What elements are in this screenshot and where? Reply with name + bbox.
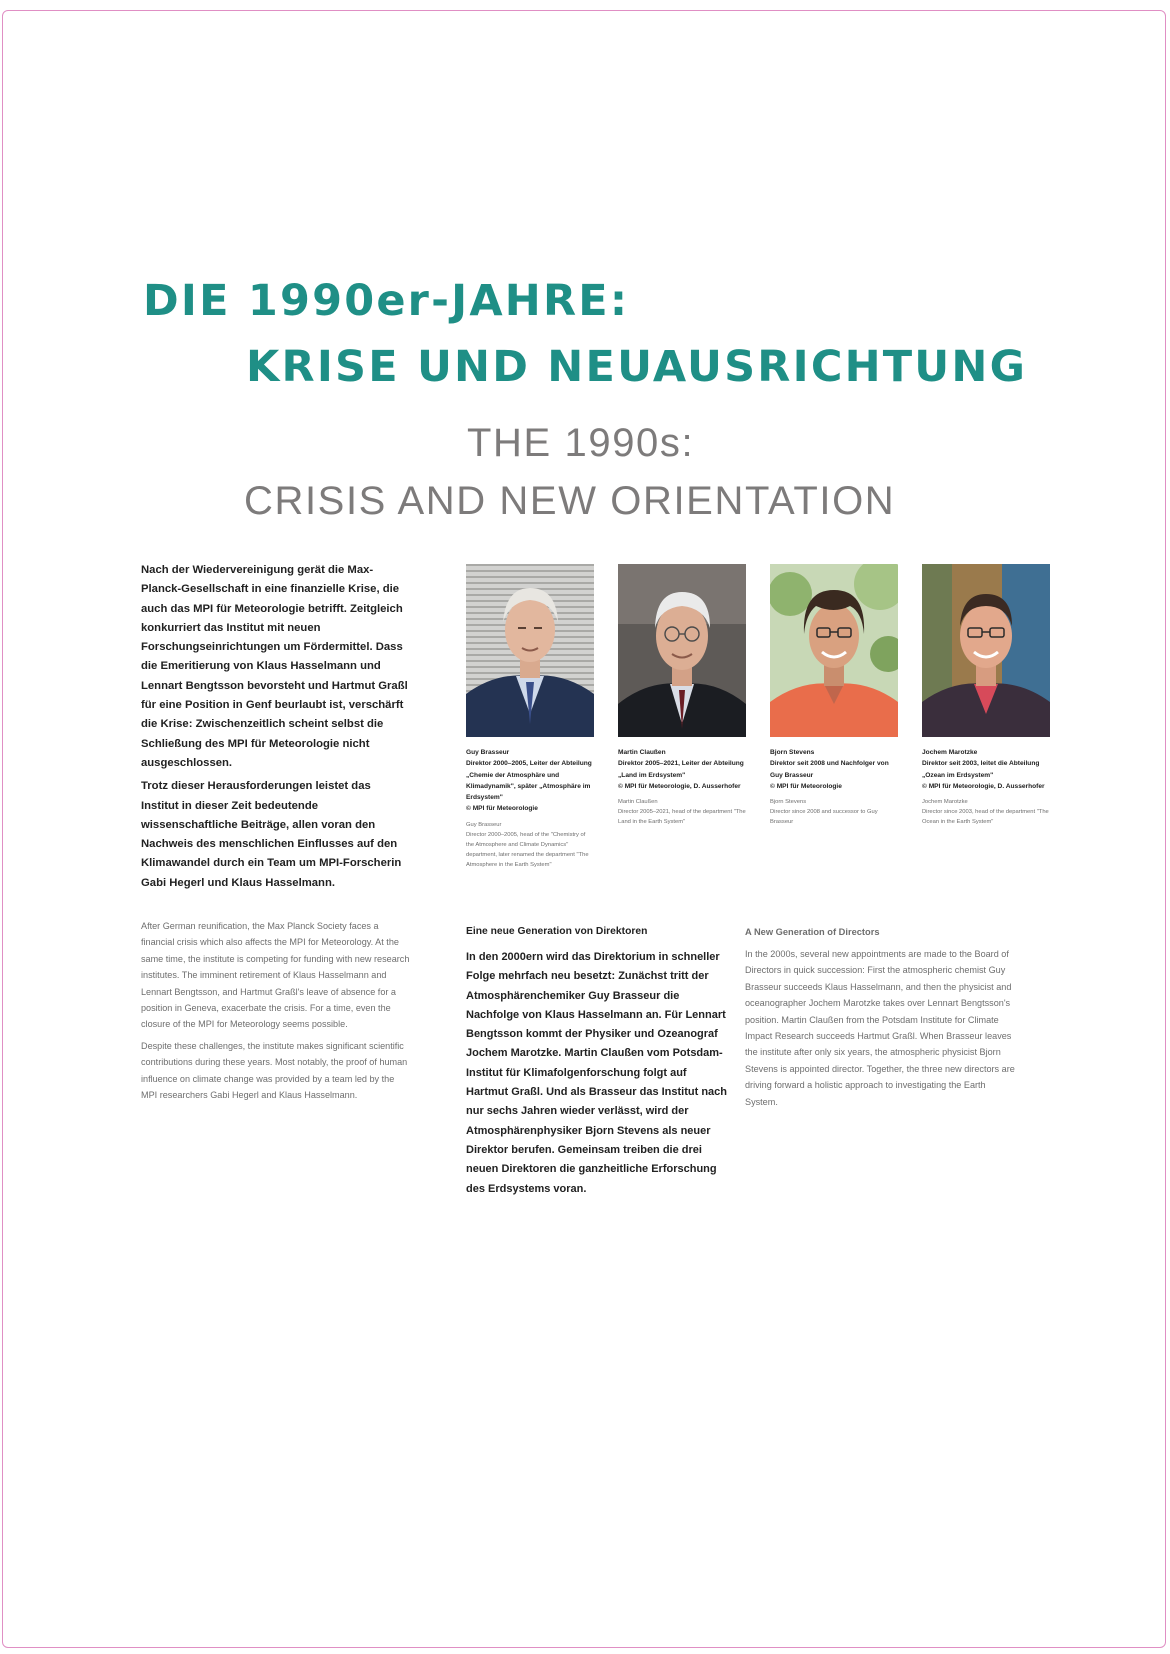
director-role-en: Director since 2008 and successor to Guy Brasseur bbox=[770, 809, 878, 826]
intro-english-paragraph-1: After German reunification, the Max Planck Society faces a financial crisis which also affects the MPI for Meteorology. At the same time, the institute is competing for funding with new research institutes. The imminent retirement of Klaus Hasselmann and Lennart Bengtsson, and Hartmut Graßl's leave of absence for a position in Geneva, exacerbate the crisis. For a time, even the closure of the MPI for Meteorology seems possible. bbox=[141, 921, 410, 1030]
generation-german-heading: Eine neue Generation von Direktoren bbox=[466, 926, 648, 937]
director-role-en: Director since 2003, head of the department "The Ocean in the Earth System" bbox=[922, 809, 1049, 826]
generation-german bbox=[466, 924, 731, 1199]
director-card bbox=[770, 564, 898, 827]
portrait-caption-german bbox=[770, 747, 898, 792]
photo-credit: © MPI für Meteorologie, D. Ausserhofer bbox=[922, 782, 1045, 790]
director-role: Direktor seit 2008 und Nachfolger von Guy Brasseur bbox=[770, 760, 889, 779]
intro-german-paragraph-2: Trotz dieser Herausforderungen leistet das Institut in dieser Zeit bedeutende wissenschaftliche Beiträge, allen voran den Nachweis des menschlichen Einflusses auf den Klimawandel durch ein Team um MPI-Forscherin Gabi Hegerl und Klaus Hasselmann. bbox=[141, 780, 402, 889]
director-card bbox=[618, 564, 746, 827]
title-german-line2: KRISE UND NEUAUSRICHTUNG bbox=[246, 342, 1028, 392]
director-name: Martin Claußen bbox=[618, 749, 666, 756]
director-card bbox=[922, 564, 1050, 827]
director-name-en: Martin Claußen bbox=[618, 799, 658, 806]
portrait-caption-german bbox=[618, 747, 746, 792]
director-card bbox=[466, 564, 594, 870]
portrait-photo bbox=[770, 564, 898, 737]
director-name-en: Jochem Marotzke bbox=[922, 799, 968, 806]
director-name-en: Bjorn Stevens bbox=[770, 799, 807, 806]
director-name: Bjorn Stevens bbox=[770, 749, 815, 756]
generation-german-text: In den 2000ern wird das Direktorium in schneller Folge mehrfach neu besetzt: Zunächst tritt der Atmosphärenchemiker Guy Brasseur die Nachfolge von Klaus Hasselmann an. Für Lennart Bengtsson kommt der Physiker und Ozeanograf Jochem Marotzke. Martin Claußen vom Potsdam-Institut für Klimafolgenforschung folgt auf Hartmut Graßl. Und als Brasseur das Institut nach nur sechs Jahren wieder verlässt, wird der Atmosphärenphysiker Bjorn Stevens als neuer Direktor berufen. Gemeinsam treiben die drei neuen Direktoren die ganzheitliche Erforschung des Erdsystems voran. bbox=[466, 951, 728, 1195]
portrait-caption-english bbox=[618, 797, 746, 827]
generation-english-text: In the 2000s, several new appointments are made to the Board of Directors in quick succession: First the atmospheric chemist Guy Brasseur succeeds Klaus Hasselmann, and then the physicist and oceanographer Jochem Marotzke takes over Lennart Bengtsson's position. Martin Claußen from the Potsdam Institute for Climate Impact Research succeeds Hartmut Graßl. When Brasseur leaves the institute after only six years, the atmospheric physicist Bjorn Stevens is appointed director. Together, the three new directors are driving forward a holistic approach to investigating the Earth System. bbox=[745, 949, 1015, 1107]
photo-credit: © MPI für Meteorologie bbox=[770, 782, 842, 790]
title-english-line1: THE 1990s: bbox=[467, 421, 695, 465]
director-role-en: Director 2005–2021, head of the department "The Land in the Earth System" bbox=[618, 809, 746, 826]
title-german bbox=[143, 268, 1027, 400]
portrait-photo bbox=[922, 564, 1050, 737]
intro-english-paragraph-2: Despite these challenges, the institute makes significant scientific contributions during these years. Most notably, the proof of human influence on climate change was provided by a team led by the MPI researchers Gabi Hegerl and Klaus Hasselmann. bbox=[141, 1040, 408, 1101]
title-english bbox=[244, 414, 895, 530]
generation-english bbox=[745, 924, 1015, 1110]
director-name: Guy Brasseur bbox=[466, 749, 510, 756]
intro-german-paragraph-1: Nach der Wiedervereinigung gerät die Max-Planck-Gesellschaft in eine finanzielle Krise, die auch das MPI für Meteorologie betrifft. Zeitgleich konkurriert das Institut mit neuen Forschungseinrichtungen um Fördermittel. Dass die Emeritierung von Klaus Hasselmann und Lennart Bengtsson bevorsteht und Hartmut Graßl für eine Position in Genf beurlaubt ist, verschärft die Krise: Zwischenzeitlich scheint selbst die Schließung des MPI für Meteorologie nicht ausgeschlossen. bbox=[141, 564, 408, 769]
portrait-caption-english bbox=[770, 797, 898, 827]
generation-english-heading: A New Generation of Directors bbox=[745, 927, 880, 937]
director-role: Direktor 2005–2021, Leiter der Abteilung „Land im Erdsystem" bbox=[618, 760, 744, 779]
intro-german bbox=[141, 561, 411, 897]
portrait-photo bbox=[466, 564, 594, 737]
photo-credit: © MPI für Meteorologie, D. Ausserhofer bbox=[618, 782, 741, 790]
portrait-caption-german bbox=[466, 747, 594, 815]
portrait-caption-german bbox=[922, 747, 1050, 792]
portrait-photo bbox=[618, 564, 746, 737]
director-name: Jochem Marotzke bbox=[922, 749, 978, 756]
director-role-en: Director 2000–2005, head of the "Chemistry of the Atmosphere and Climate Dynamics" department, later renamed the department "The Atmosphere in the Earth System" bbox=[466, 831, 589, 868]
director-role: Direktor seit 2003, leitet die Abteilung „Ozean im Erdsystem" bbox=[922, 760, 1040, 779]
director-name-en: Guy Brasseur bbox=[466, 821, 502, 828]
photo-credit: © MPI für Meteorologie bbox=[466, 805, 538, 813]
director-portraits bbox=[466, 564, 1052, 884]
director-role: Direktor 2000–2005, Leiter der Abteilung „Chemie der Atmosphäre und Klimadynamik", später „Atmosphäre im Erdsystem" bbox=[466, 760, 592, 802]
intro-english bbox=[141, 918, 411, 1108]
title-english-line2: CRISIS AND NEW ORIENTATION bbox=[244, 479, 896, 523]
portrait-caption-english bbox=[922, 797, 1050, 827]
title-german-line1: DIE 1990er-JAHRE: bbox=[143, 276, 630, 326]
portrait-caption-english bbox=[466, 820, 594, 870]
